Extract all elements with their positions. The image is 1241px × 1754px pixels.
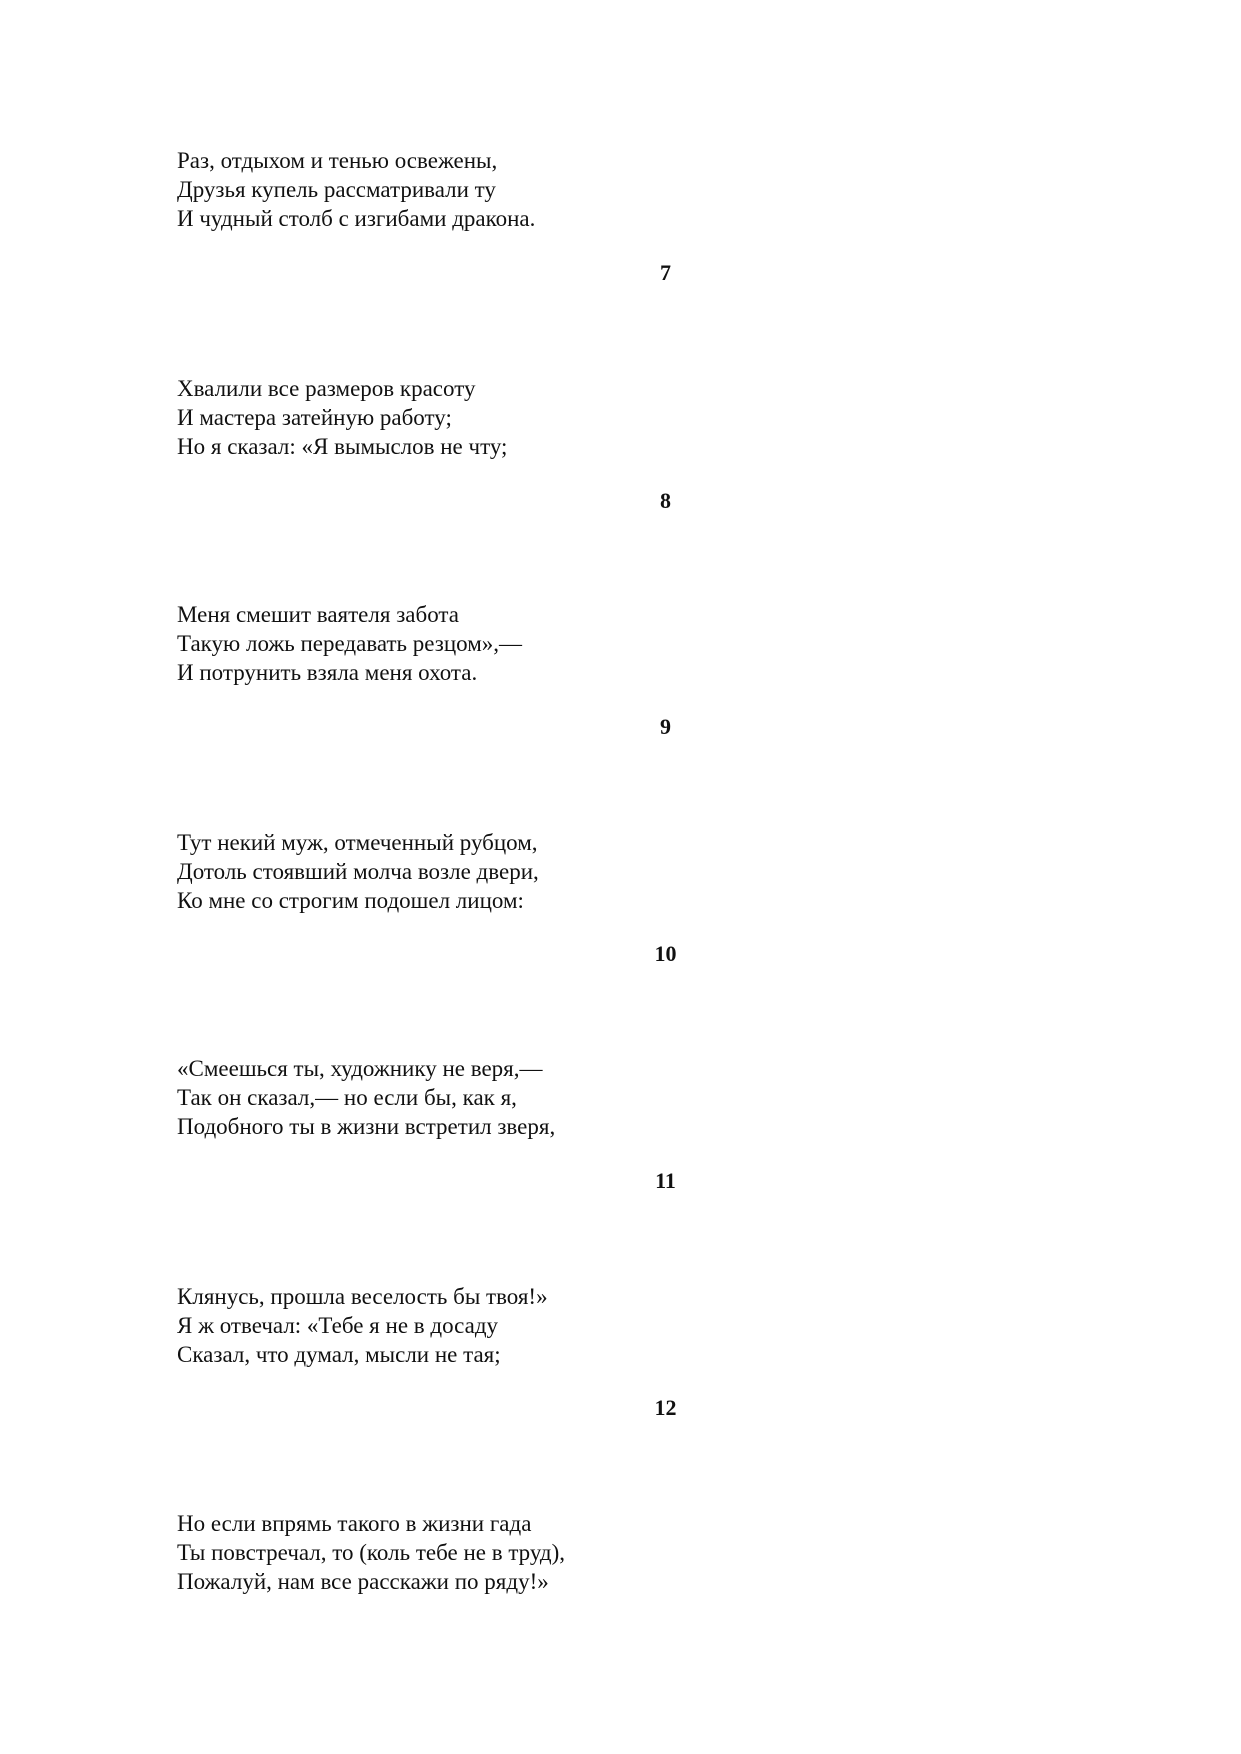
verse-line: И чудный столб с изгибами дракона. — [177, 206, 536, 231]
verse-line: И потрунить взяла меня охота. — [177, 660, 478, 685]
verse-line: Ты повстречал, то (коль тебе не в труд), — [177, 1540, 566, 1565]
stanza-5 — [177, 1054, 555, 1141]
stanza-6 — [177, 1282, 548, 1369]
verse-line: Но я сказал: «Я вымыслов не чту; — [177, 434, 508, 459]
verse-line: Хвалили все размеров красоту — [177, 376, 476, 401]
stanza-3 — [177, 600, 522, 687]
verse-line: Дотоль стоявший молча возле двери, — [177, 859, 539, 884]
verse-line: Так он сказал,— но если бы, как я, — [177, 1085, 517, 1110]
verse-line: Клянусь, прошла веселость бы твоя!» — [177, 1284, 548, 1309]
stanza-number: 12 — [654, 1395, 677, 1420]
verse-line: Подобного ты в жизни встретил зверя, — [177, 1114, 556, 1139]
verse-line: Тут некий муж, отмеченный рубцом, — [177, 830, 538, 855]
verse-line: Пожалуй, нам все расскажи по ряду!» — [177, 1569, 549, 1594]
verse-line: Раз, отдыхом и тенью освежены, — [177, 148, 498, 173]
stanza-number: 10 — [654, 941, 677, 966]
verse-line: Меня смешит ваятеля забота — [177, 602, 459, 627]
verse-line: И мастера затейную работу; — [177, 405, 452, 430]
verse-line: Но если впрямь такого в жизни гада — [177, 1511, 532, 1536]
stanza-number: 8 — [660, 488, 671, 513]
verse-line: Сказал, что думал, мысли не тая; — [177, 1342, 501, 1367]
stanza-number: 7 — [660, 260, 671, 285]
stanza-7 — [177, 1509, 565, 1596]
verse-line: Ко мне со строгим подошел лицом: — [177, 888, 524, 913]
verse-line: Друзья купель рассматривали ту — [177, 177, 496, 202]
stanza-number: 9 — [660, 714, 671, 739]
verse-line: Такую ложь передавать резцом»,— — [177, 631, 523, 656]
verse-line: Я ж отвечал: «Тебе я не в досаду — [177, 1313, 499, 1338]
stanza-2 — [177, 374, 507, 461]
stanza-number: 11 — [655, 1168, 676, 1193]
verse-line: «Смеешься ты, художнику не веря,— — [177, 1056, 543, 1081]
stanza-1 — [177, 146, 535, 233]
stanza-4 — [177, 828, 539, 915]
